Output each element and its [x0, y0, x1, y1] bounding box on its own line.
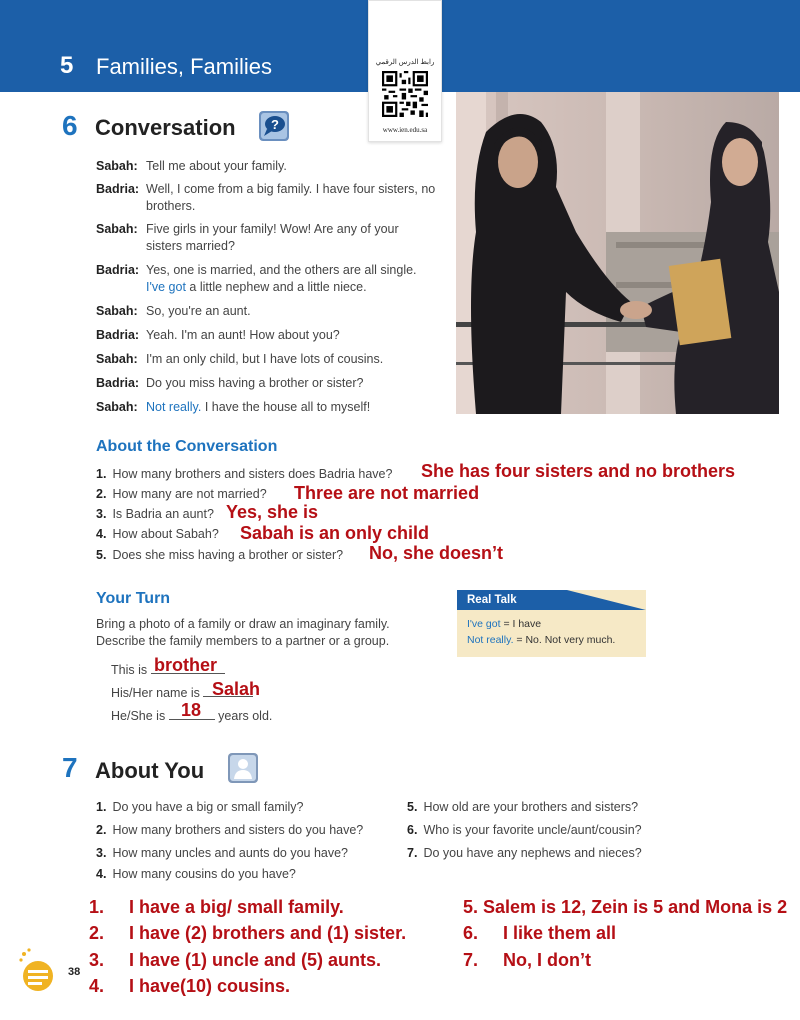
dialog-line [96, 221, 436, 255]
about-you-question: 1. Do you have a big or small family? [96, 800, 304, 814]
dialog-line [96, 262, 436, 296]
fill-in-line: His/Her name is [111, 683, 253, 700]
speaker: Sabah: [96, 222, 138, 236]
handwritten-answer: 7. No, I don’t [463, 950, 591, 970]
handwritten-answer: 6. I like them all [463, 923, 617, 943]
handwritten-answer: 4. I have(10) cousins. [89, 976, 291, 996]
qr-card[interactable] [368, 0, 442, 142]
dialog-text: Well, I come from a big family. I have four sisters, no brothers. [146, 182, 436, 213]
speaker: Badria: [96, 376, 140, 390]
speaker: Sabah: [96, 304, 138, 318]
dialog-text: Yes, one is married, and the others are all single. I've got a little nephew and a little niece. [146, 263, 417, 294]
conversation-section-number: 6 [62, 110, 78, 141]
handwritten-answer: Salah [212, 679, 261, 699]
handwritten-answer: Yes, she is [226, 502, 319, 522]
handshake-photo [456, 92, 779, 414]
dialog-line [96, 181, 436, 215]
dialog-line [96, 158, 436, 175]
comprehension-question: 2. How many are not married? [96, 487, 267, 501]
about-conversation-title: About the Conversation [96, 438, 278, 455]
fill-in-line: This is [111, 660, 225, 677]
dialog-text: Yeah. I'm an aunt! How about you? [146, 328, 340, 342]
dialog-line [96, 351, 436, 368]
conversation-title: Conversation [95, 115, 236, 140]
handwritten-answer: 2. I have (2) brothers and (1) sister. [89, 923, 407, 943]
about-you-title: About You [95, 758, 205, 783]
your-turn-instruction: Bring a photo of a family or draw an imaginary family. [96, 617, 390, 631]
comprehension-question: 3. Is Badria an aunt? [96, 507, 214, 521]
dialog-text: Not really. I have the house all to myself! [146, 400, 371, 414]
speaker: Badria: [96, 182, 140, 196]
your-turn-title: Your Turn [96, 590, 171, 607]
unit-title: Families, Families [96, 54, 273, 79]
about-you-question: 3. How many uncles and aunts do you have? [96, 846, 349, 860]
qr-code-icon [382, 71, 428, 117]
dialog-text: So, you're an aunt. [146, 304, 251, 318]
handwritten-answer: Sabah is an only child [240, 523, 430, 543]
qr-label: رابط الدرس الرقمي [375, 59, 435, 66]
dialog-text: I'm an only child, but I have lots of cousins. [146, 352, 384, 366]
about-you-question: 4. How many cousins do you have? [96, 867, 296, 881]
handwritten-answer: 5. Salem is 12, Zein is 5 and Mona is 2 [463, 897, 788, 917]
your-turn-instruction: Describe the family members to a partner or a group. [96, 634, 390, 648]
real-talk-box [457, 590, 646, 657]
real-talk-title: Real Talk [467, 594, 517, 606]
handwritten-answer: 3. I have (1) uncle and (5) aunts. [89, 950, 382, 970]
dialog-text: Do you miss having a brother or sister? [146, 376, 364, 390]
speaker: Sabah: [96, 159, 138, 173]
handwritten-answer: 18 [181, 700, 202, 720]
dialog-text: Tell me about your family. [146, 159, 287, 173]
publisher-logo-icon [16, 946, 56, 992]
speech-bubble-icon [258, 110, 290, 142]
about-you-section-number: 7 [62, 752, 78, 783]
real-talk-item: I've got = I have [467, 618, 542, 630]
person-icon [227, 752, 259, 784]
handwritten-answer: No, she doesn’t [369, 543, 504, 563]
real-talk-highlight: Not really. [146, 400, 202, 414]
comprehension-question: 4. How about Sabah? [96, 527, 219, 541]
dialog-line [96, 303, 436, 320]
real-talk-highlight: I've got [146, 280, 186, 294]
dialog-line [96, 375, 436, 392]
handwritten-answer: brother [154, 655, 217, 675]
speaker: Badria: [96, 263, 140, 277]
about-you-question: 6. Who is your favorite uncle/aunt/cousin? [407, 823, 642, 837]
speaker: Sabah: [96, 400, 138, 414]
about-you-question: 5. How old are your brothers and sisters? [407, 800, 639, 814]
fill-in-line: He/She is years old. [111, 706, 272, 723]
real-talk-item: Not really. = No. Not very much. [467, 634, 616, 646]
about-you-question: 2. How many brothers and sisters do you have? [96, 823, 364, 837]
about-you-question: 7. Do you have any nephews and nieces? [407, 846, 642, 860]
unit-number: 5 [60, 52, 74, 79]
page-number: 38 [68, 966, 81, 978]
dialog-line [96, 399, 436, 416]
qr-url[interactable]: www.ien.edu.sa [382, 126, 428, 134]
comprehension-question: 5. Does she miss having a brother or sister? [96, 548, 344, 562]
speaker: Sabah: [96, 352, 138, 366]
handwritten-answer: 1. I have a big/ small family. [89, 897, 344, 917]
handwritten-answer: She has four sisters and no brothers [421, 461, 736, 481]
comprehension-question: 1. How many brothers and sisters does Badria have? [96, 467, 393, 481]
svg-text:?: ? [271, 117, 279, 132]
speaker: Badria: [96, 328, 140, 342]
dialog-text: Five girls in your family! Wow! Are any of your sisters married? [146, 222, 399, 253]
handwritten-answer: Three are not married [294, 483, 480, 503]
dialog-line [96, 327, 436, 344]
